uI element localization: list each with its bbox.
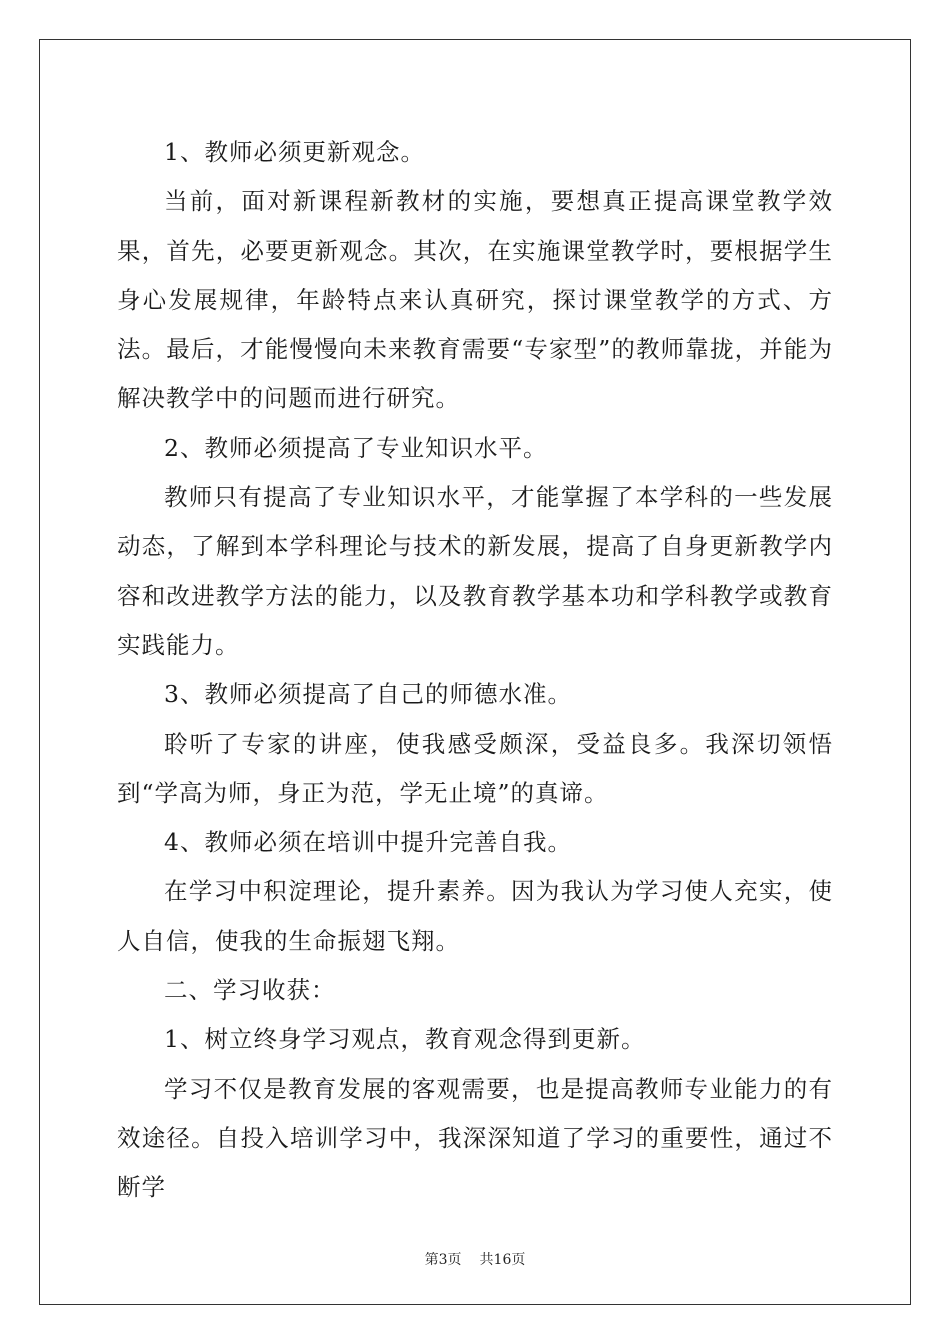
- heading-self-improvement: 4、教师必须在培训中提升完善自我。: [164, 828, 572, 857]
- paragraph-professional-knowledge: 教师只有提高了专业知识水平，才能掌握了本学科的一些发展动态，了解到本学科理论与技术的新发展，提高了自身更新教学内容和改进教学方法的能力，以及教育教学基本功和学科教学或教育实践能力。: [117, 483, 833, 659]
- section-heading-learning-gains: 二、学习收获：: [164, 976, 336, 1005]
- paragraph-lifelong-learning: 学习不仅是教育发展的客观需要，也是提高教师专业能力的有效途径。自投入培训学习中，我深深知道了学习的重要性，通过不断学: [117, 1074, 833, 1202]
- document-body: [117, 128, 833, 1213]
- page-footer: [0, 1249, 950, 1269]
- heading-improve-professional-knowledge: 2、教师必须提高了专业知识水平。: [164, 433, 548, 462]
- page-total: 共16页: [479, 1252, 526, 1268]
- heading-improve-ethics: 3、教师必须提高了自己的师德水准。: [164, 680, 572, 709]
- paragraph-ethics: 聆听了专家的讲座，使我感受颇深，受益良多。我深切领悟到“学高为师，身正为范，学无止境”的真谛。: [117, 729, 833, 807]
- heading-lifelong-learning: 1、树立终身学习观点，教育观念得到更新。: [164, 1025, 646, 1054]
- page-number: 第3页: [424, 1252, 462, 1268]
- heading-teacher-update-concepts: 1、教师必须更新观念。: [164, 138, 425, 166]
- paragraph-update-concepts: 当前，面对新课程新教材的实施，要想真正提高课堂教学效果，首先，必要更新观念。其次，在实施课堂教学时，要根据学生身心发展规律，年龄特点来认真研究，探讨课堂教学的方式、方法。最后，才能慢慢向未来教育需要“专家型”的教师靠拢，并能为解决教学中的问题而进行研究。: [117, 187, 833, 413]
- paragraph-self-improvement: 在学习中积淀理论，提升素养。因为我认为学习使人充实，使人自信，使我的生命振翅飞翔。: [117, 877, 833, 955]
